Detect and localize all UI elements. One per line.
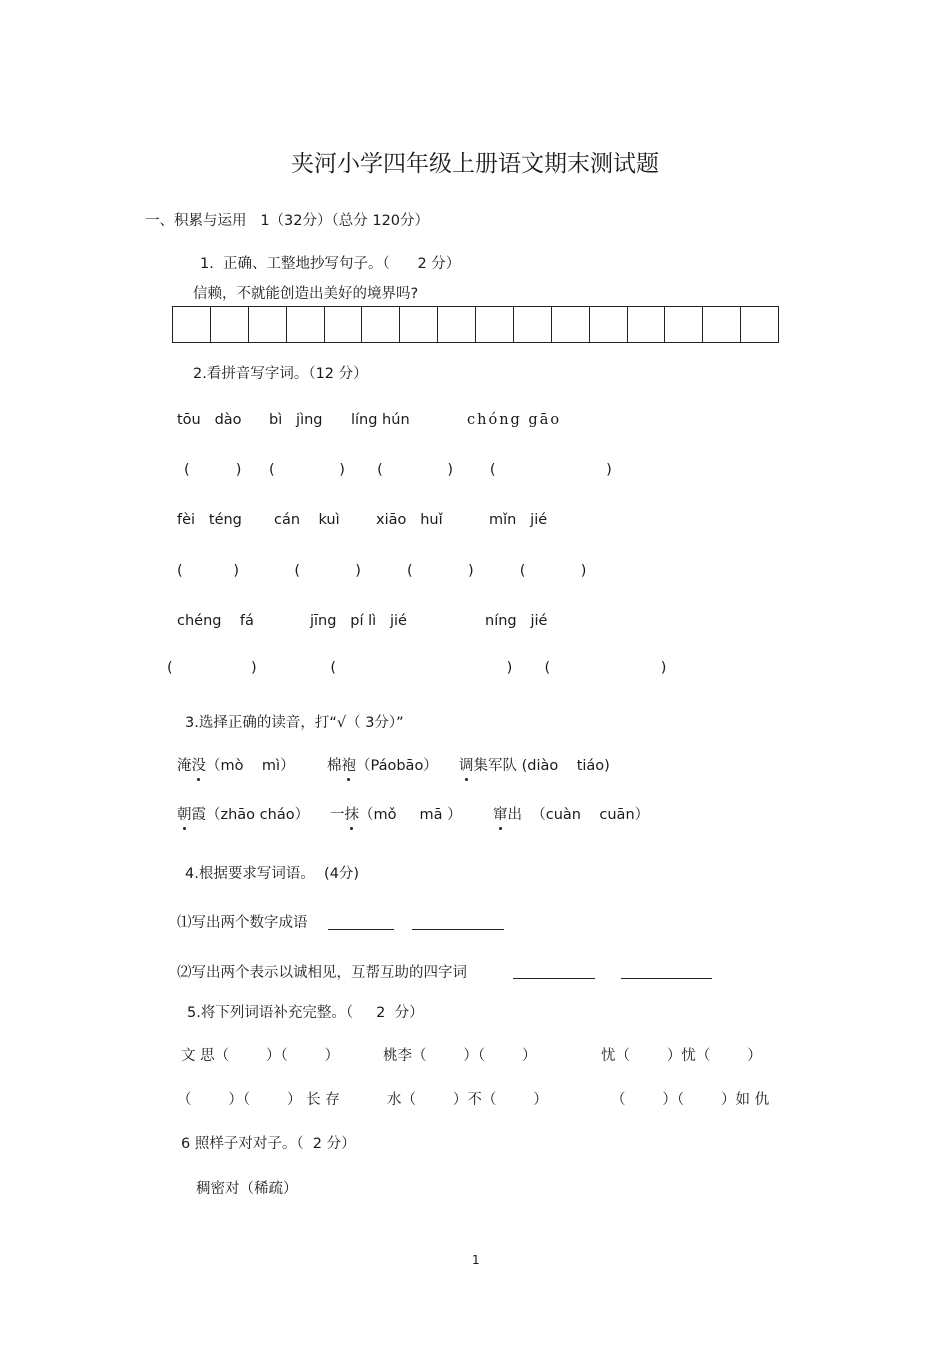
writing-cell[interactable] xyxy=(665,307,703,342)
question-4-heading: 4.根据要求写词语。 (4分) xyxy=(185,866,360,882)
choice-text: 淹 xyxy=(177,758,192,774)
choice-options: 霞（zhāo cháo） xyxy=(191,807,310,823)
choice-options: 出 （cuàn cuān） xyxy=(507,807,650,823)
page-number: 1 xyxy=(472,1253,480,1267)
choice-text: 一 xyxy=(330,807,345,823)
question-1-sentence: 信赖，不就能创造出美好的境界吗? xyxy=(193,286,419,302)
answer-blank[interactable] xyxy=(513,978,595,979)
writing-cell[interactable] xyxy=(438,307,476,342)
writing-cell[interactable] xyxy=(703,307,741,342)
choice-options: （Páobāo） xyxy=(356,758,438,774)
page-title: 夹河小学四年级上册语文期末测试题 xyxy=(291,151,659,177)
idiom-fill[interactable]: （ ）（ ）如 仇 xyxy=(611,1092,770,1108)
pinyin-item: tōu dào xyxy=(177,412,242,428)
writing-cell[interactable] xyxy=(741,307,778,342)
dotted-char: 没 xyxy=(192,754,207,775)
pinyin-item: bì jìng xyxy=(269,412,323,428)
choice-options: （mò mì） xyxy=(206,758,295,774)
answer-blank[interactable] xyxy=(621,978,712,979)
pinyin-item: fèi téng xyxy=(177,512,242,528)
answer-parens[interactable]: ( ) ( ) ( ) ( ) xyxy=(177,563,587,579)
writing-grid[interactable] xyxy=(172,306,779,343)
question-4-item-1: ⑴写出两个数字成语 xyxy=(177,915,308,931)
reading-choice[interactable] xyxy=(330,803,462,824)
writing-cell[interactable] xyxy=(211,307,249,342)
pinyin-item: xiāo huǐ xyxy=(376,512,443,528)
choice-text: 棉 xyxy=(327,758,342,774)
pinyin-item: líng hún xyxy=(351,412,410,428)
idiom-fill[interactable]: 忧（ ）忧（ ） xyxy=(601,1048,762,1064)
choice-options: （mǒ mā ） xyxy=(359,807,462,823)
dotted-char: 朝 xyxy=(177,803,192,824)
dotted-char: 抹 xyxy=(345,803,360,824)
question-5-heading: 5.将下列词语补充完整。（ 2 分） xyxy=(187,1005,424,1021)
reading-choice[interactable] xyxy=(327,754,438,775)
question-3-heading: 3.选择正确的读音，打“√（ 3分）” xyxy=(185,715,404,731)
dotted-char: 调 xyxy=(459,754,474,775)
dotted-char: 窜 xyxy=(493,803,508,824)
reading-choice[interactable] xyxy=(493,803,649,824)
answer-blank[interactable] xyxy=(328,929,394,930)
question-6-heading: 6 照样子对对子。（ 2 分） xyxy=(181,1136,356,1152)
reading-choice[interactable] xyxy=(177,803,309,824)
idiom-fill[interactable]: 文 思（ ）（ ） xyxy=(181,1048,340,1064)
idiom-fill[interactable]: 水（ ）不（ ） xyxy=(387,1092,548,1108)
idiom-fill[interactable]: 桃李（ ）（ ） xyxy=(383,1048,537,1064)
pinyin-item: chóng gāo xyxy=(467,412,562,428)
answer-parens[interactable]: ( ) ( ) ( ) ( ) xyxy=(184,462,612,478)
choice-options: 集军队 (diào tiáo) xyxy=(473,758,610,774)
answer-blank[interactable] xyxy=(412,929,504,930)
question-4-item-2: ⑵写出两个表示以诚相见，互帮互助的四字词 xyxy=(177,965,467,981)
reading-choice[interactable] xyxy=(459,754,610,775)
question-6-example: 稠密对（稀疏） xyxy=(196,1181,298,1197)
writing-cell[interactable] xyxy=(325,307,363,342)
pinyin-item: jīng pí lì jié xyxy=(310,613,407,629)
pinyin-item: níng jié xyxy=(485,613,548,629)
dotted-char: 袍 xyxy=(342,754,357,775)
idiom-fill[interactable]: （ ）（ ） 长 存 xyxy=(177,1092,340,1108)
writing-cell[interactable] xyxy=(249,307,287,342)
section-heading: 一、积累与运用 1（32分）（总分 120分） xyxy=(145,213,430,229)
writing-cell[interactable] xyxy=(400,307,438,342)
writing-cell[interactable] xyxy=(514,307,552,342)
writing-cell[interactable] xyxy=(628,307,666,342)
writing-cell[interactable] xyxy=(173,307,211,342)
writing-cell[interactable] xyxy=(552,307,590,342)
pinyin-item: chéng fá xyxy=(177,613,254,629)
answer-parens[interactable]: ( ) ( ) ( ) xyxy=(167,660,667,676)
question-2-heading: 2.看拼音写字词。（12 分） xyxy=(193,366,368,382)
question-1-heading: 1. 正确、工整地抄写句子。（ 2 分） xyxy=(200,256,461,272)
writing-cell[interactable] xyxy=(362,307,400,342)
pinyin-item: cán kuì xyxy=(274,512,340,528)
writing-cell[interactable] xyxy=(287,307,325,342)
writing-cell[interactable] xyxy=(590,307,628,342)
reading-choice[interactable] xyxy=(177,754,295,775)
writing-cell[interactable] xyxy=(476,307,514,342)
pinyin-item: mǐn jié xyxy=(489,512,548,528)
